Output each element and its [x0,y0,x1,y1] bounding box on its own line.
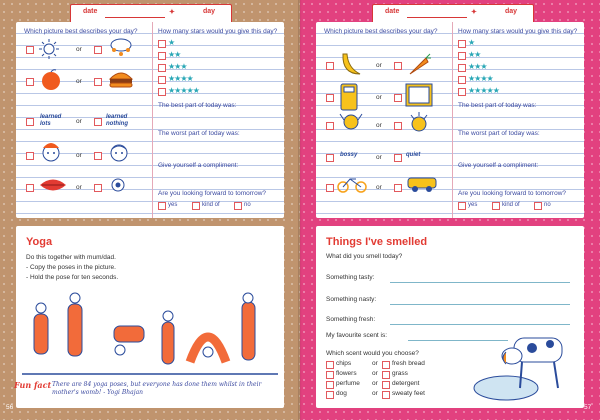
star-icon: ★ [468,38,475,47]
checkbox[interactable] [158,52,166,60]
yoga-line2: - Copy the poses in the picture. [26,264,116,271]
calculator-icon [338,82,360,112]
or-label: or [76,78,82,85]
checkbox[interactable] [458,40,466,48]
checkbox[interactable] [458,76,466,84]
apple-icon [38,68,64,92]
opt-no: no [544,202,551,208]
checkbox[interactable] [394,62,402,70]
checkbox-yes[interactable] [458,202,466,210]
pair-b: detergent [392,380,420,387]
diary-sheet [316,22,584,218]
checkbox-no[interactable] [534,202,542,210]
or-label: or [372,370,378,377]
checkbox[interactable] [26,184,34,192]
star-icon: ★★ [168,50,181,59]
yoga-line3: - Hold the pose for ten seconds. [26,274,119,281]
tasty-label: Something tasty: [326,274,375,281]
checkbox[interactable] [158,40,166,48]
pair-a: perfume [336,380,360,387]
star-icon: ★★★★★ [468,86,499,95]
checkbox-yes[interactable] [158,202,166,210]
date-label: date [385,8,400,15]
checkbox[interactable] [394,184,402,192]
star-icon: ★★★ [168,62,187,71]
checkbox[interactable] [382,361,390,369]
car-icon [406,174,438,194]
smelled-card [316,226,584,408]
checkbox[interactable] [394,154,402,162]
q-stars: How many stars would you give this day? [158,28,278,35]
tasty-field[interactable] [390,282,570,283]
or-label: or [376,62,382,69]
or-label: or [376,154,382,161]
sun-icon [36,38,66,60]
yoga-line1: Do this together with mum/dad. [26,254,116,261]
worst-part-label: The worst part of today was: [158,130,240,137]
q-stars: How many stars would you give this day? [458,28,578,35]
checkbox[interactable] [94,118,102,126]
date-line [407,17,467,18]
page-number: 56 [6,404,14,411]
looking-forward-label: Are you looking forward to tomorrow? [158,190,267,197]
checkbox[interactable] [158,64,166,72]
day-star-icon: ✦ [169,9,175,16]
or-label: or [372,380,378,387]
checkbox[interactable] [326,361,334,369]
banana-icon [338,50,364,78]
burger-icon [106,66,136,92]
compliment-label: Give yourself a compliment: [158,162,239,169]
compliment-label: Give yourself a compliment: [458,162,539,169]
best-part-label: The best part of today was: [458,102,537,109]
diary-divider [152,22,153,218]
learned-nothing-label: learned nothing [106,114,128,127]
checkbox[interactable] [26,78,34,86]
learned-lots-label: learned lots [40,114,62,127]
day-label: day [203,8,216,15]
date-tab [70,4,232,24]
opt-kind-of: kind of [202,202,220,208]
checkbox-no[interactable] [234,202,242,210]
pair-a: dog [336,390,347,397]
cloud-rain-icon [106,36,136,62]
day-label: day [505,8,518,15]
cheering-kid-icon [338,110,364,140]
checkbox[interactable] [458,64,466,72]
lips-icon [38,176,68,194]
checkbox[interactable] [326,381,334,389]
checkbox[interactable] [158,88,166,96]
checkbox[interactable] [326,184,334,192]
pair-b: sweaty feet [392,390,425,397]
book-spine [298,0,302,420]
worried-kid-icon [406,110,432,140]
or-label: or [372,390,378,397]
pair-b: fresh bread [392,360,425,367]
which-scent-label: Which scent would you choose? [326,350,419,357]
right-page [300,0,600,420]
checkbox[interactable] [458,88,466,96]
checkbox[interactable] [382,391,390,399]
date-line [105,17,165,18]
checkbox[interactable] [94,184,102,192]
smelled-title: Things I've smelled [326,236,428,248]
or-label: or [376,94,382,101]
diary-sheet [16,22,284,218]
checkbox[interactable] [394,94,402,102]
diary-divider [452,22,453,218]
fun-fact-label: Fun fact [14,380,52,390]
checkbox[interactable] [26,118,34,126]
star-icon: ★★★★★ [168,86,199,95]
or-label: or [76,152,82,159]
star-icon: ★★★ [468,62,487,71]
checkbox[interactable] [326,154,334,162]
date-label: date [83,8,98,15]
checkbox-kind-of[interactable] [492,202,500,210]
quiet-label: quiet [406,152,421,158]
smelled-subtitle: What did you smell today? [326,253,403,260]
star-icon: ★★★★ [168,74,193,83]
face-hair-icon [38,138,64,166]
star-icon: ★ [168,38,175,47]
eye-icon [108,176,128,194]
checkbox[interactable] [458,52,466,60]
checkbox[interactable] [382,371,390,379]
or-label: or [372,360,378,367]
q-picture: Which picture best describes your day? [24,28,138,35]
or-label: or [76,184,82,191]
looking-forward-label: Are you looking forward to tomorrow? [458,190,567,197]
checkbox[interactable] [326,391,334,399]
or-label: or [76,118,82,125]
pair-a: chips [336,360,352,367]
fun-fact-text: There are 84 yoga poses, but everyone has done them whilst in their mother's womb! - Yogi Bhajan [52,381,262,396]
bicycle-icon [336,174,368,194]
checkbox[interactable] [94,46,102,54]
checkbox[interactable] [26,152,34,160]
carrot-icon [406,52,432,78]
checkbox[interactable] [326,122,334,130]
nasty-field[interactable] [390,304,570,305]
opt-no: no [244,202,251,208]
bossy-label: bossy [340,152,358,158]
favourite-label: My favourite scent is: [326,332,388,339]
date-tab [372,4,534,24]
page-number: 57 [584,404,592,411]
opt-yes: yes [168,202,178,208]
or-label: or [76,46,82,53]
nasty-label: Something nasty: [326,296,377,303]
fresh-label: Something fresh: [326,316,376,323]
checkbox[interactable] [326,62,334,70]
best-part-label: The best part of today was: [158,102,237,109]
picture-frame-icon [404,82,434,110]
star-icon: ★★ [468,50,481,59]
yoga-poses-illustration [22,292,278,382]
opt-kind-of: kind of [502,202,520,208]
q-picture: Which picture best describes your day? [324,28,438,35]
pair-a: flowers [336,370,357,377]
day-star-icon: ✦ [471,9,477,16]
face-icon [106,138,132,166]
worst-part-label: The worst part of today was: [458,130,540,137]
checkbox-kind-of[interactable] [192,202,200,210]
yoga-title: Yoga [26,236,53,248]
checkbox[interactable] [326,371,334,379]
checkbox[interactable] [158,76,166,84]
or-label: or [376,122,382,129]
dog-sniffing-shoes-illustration [466,318,582,406]
pair-b: grass [392,370,408,377]
checkbox[interactable] [94,78,102,86]
opt-yes: yes [468,202,478,208]
or-label: or [376,184,382,191]
checkbox[interactable] [382,381,390,389]
checkbox[interactable] [326,94,334,102]
star-icon: ★★★★ [468,74,493,83]
checkbox[interactable] [394,122,402,130]
checkbox[interactable] [94,152,102,160]
checkbox[interactable] [26,46,34,54]
